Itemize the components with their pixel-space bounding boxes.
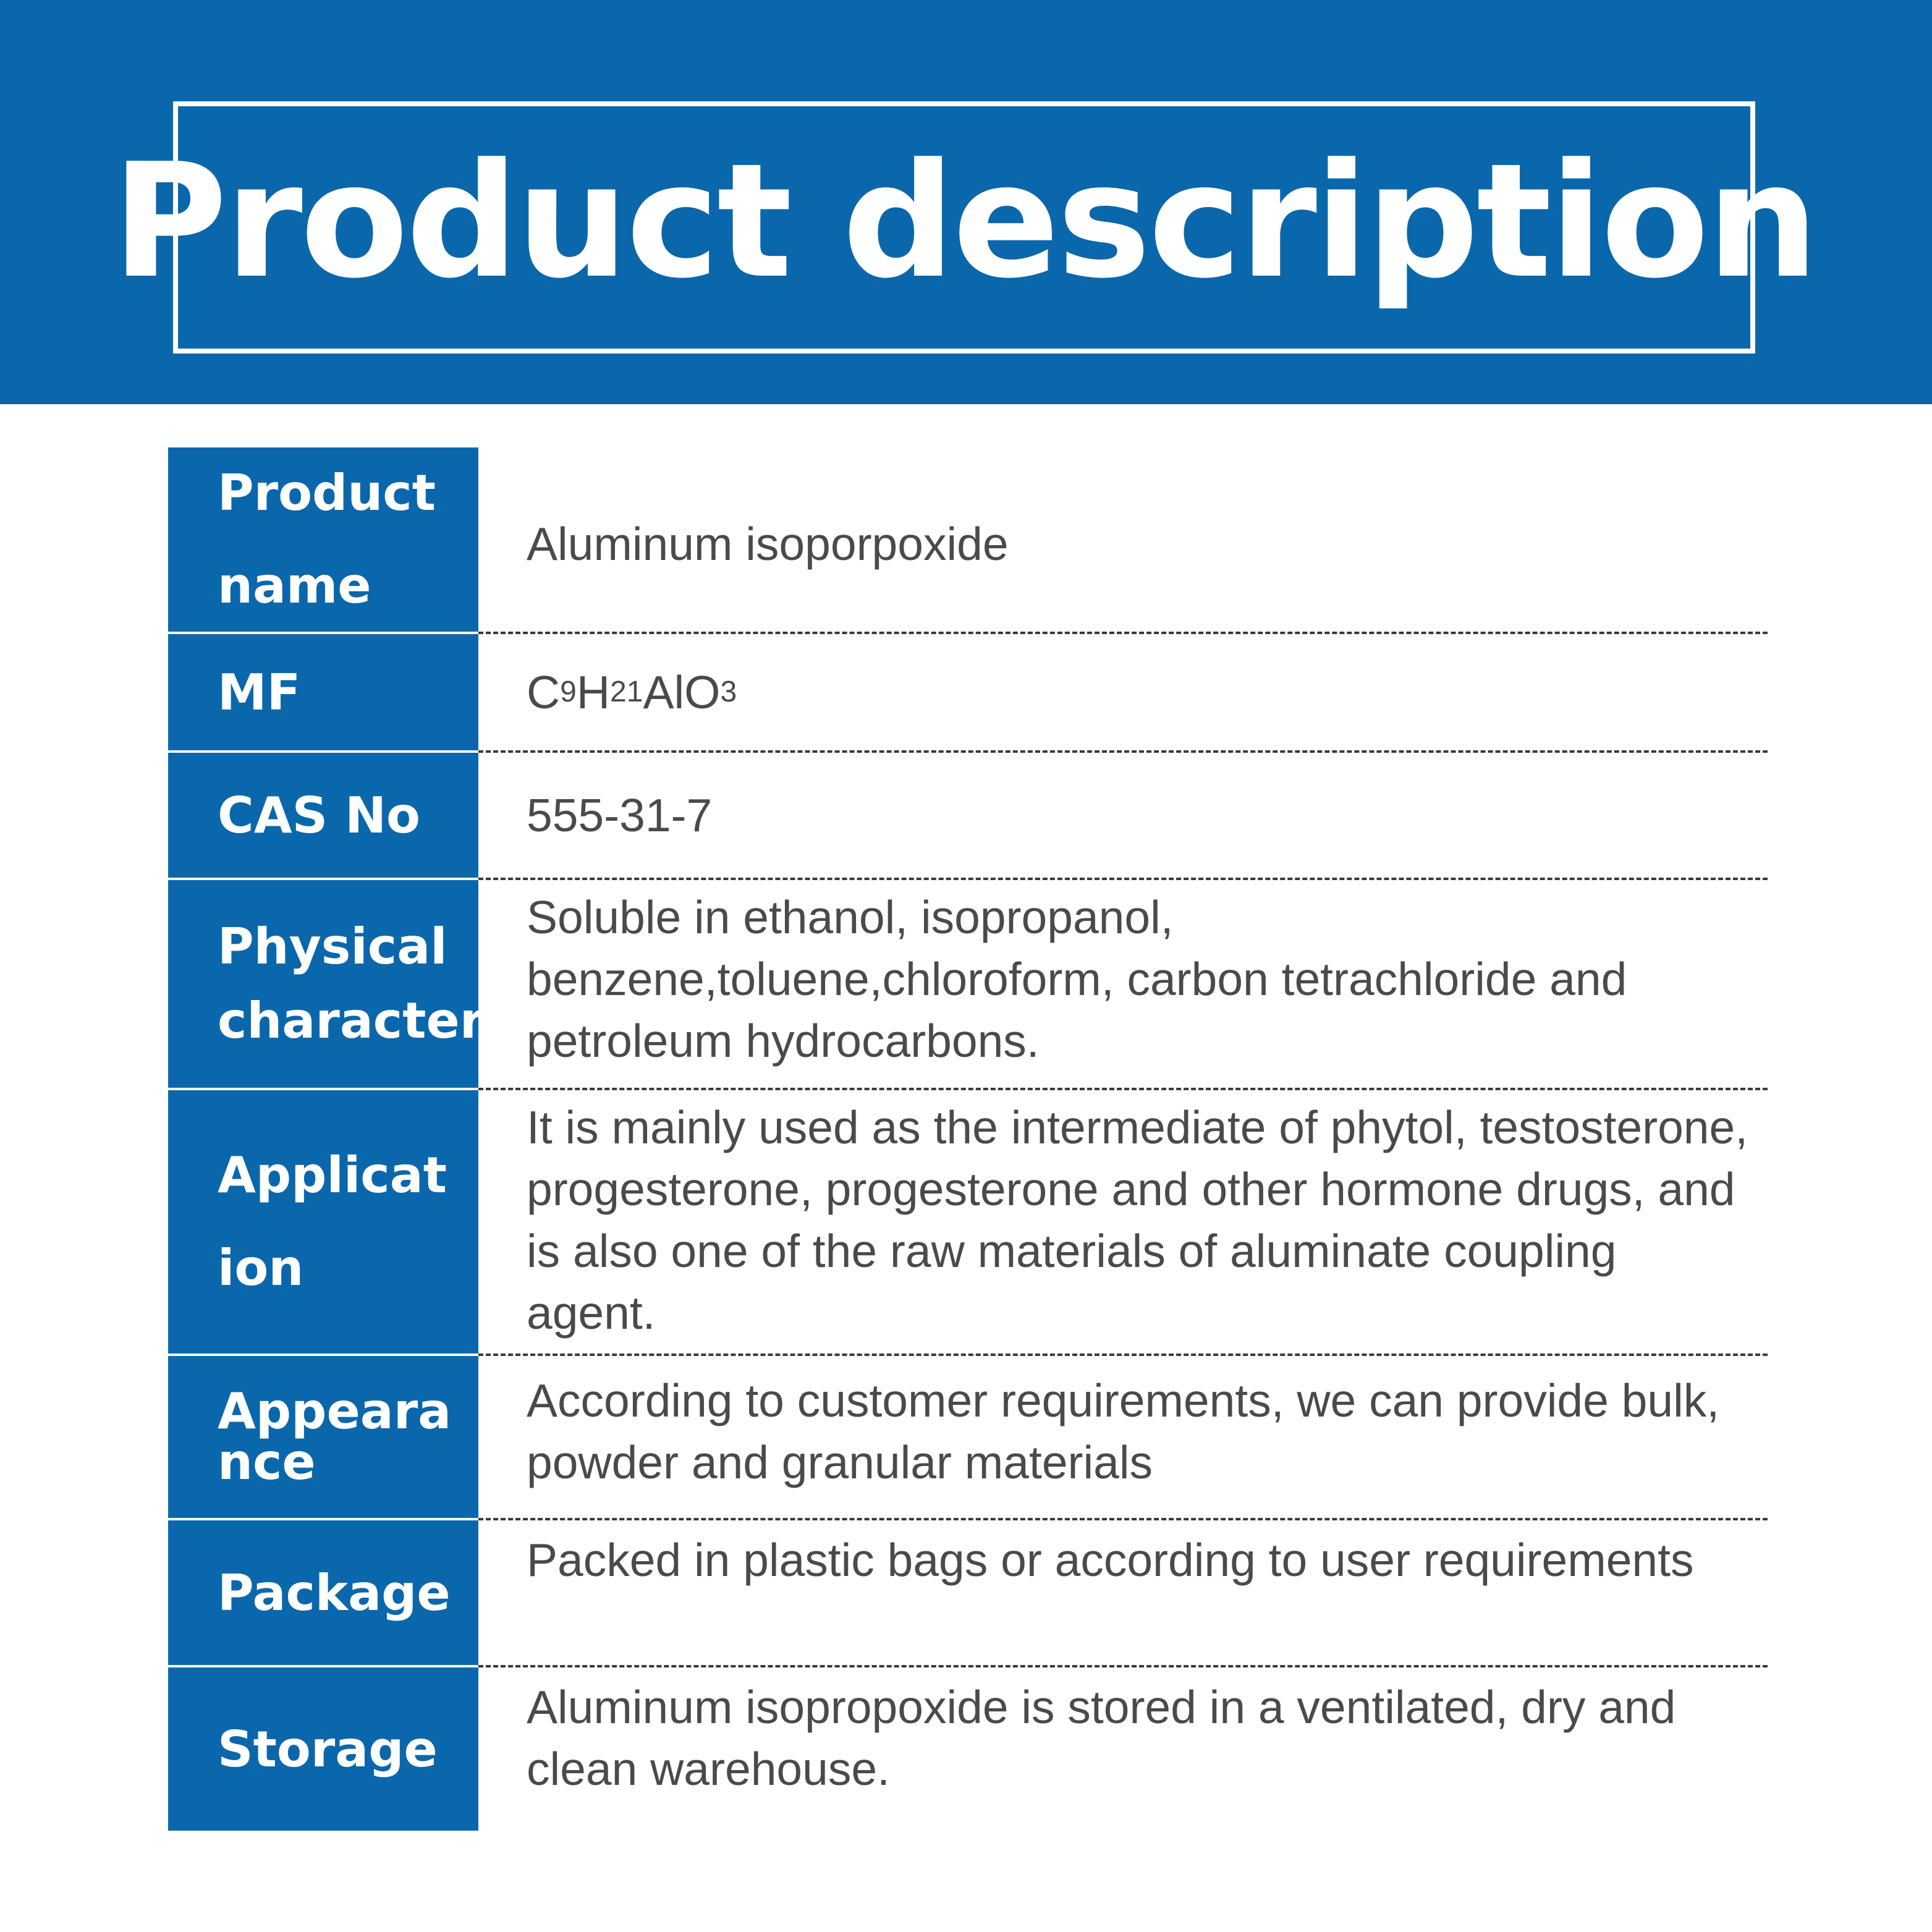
row-label: CAS No bbox=[168, 753, 478, 880]
row-label: Product name bbox=[168, 447, 478, 634]
spec-table bbox=[168, 447, 1768, 1831]
row-label: Appeara nce bbox=[168, 1356, 478, 1520]
formula-c: C bbox=[527, 666, 561, 718]
row-label: MF bbox=[168, 634, 478, 753]
table-row-storage bbox=[168, 1667, 1768, 1831]
row-value: It is mainly used as the intermediate of phytol, testosterone, progesterone, progesterone and other hormone drugs, and is also one of the raw materials of aluminate coupling agent. bbox=[478, 1090, 1768, 1356]
header-banner bbox=[0, 0, 1932, 404]
row-value: 555-31-7 bbox=[478, 753, 1768, 880]
title-frame bbox=[112, 101, 1816, 354]
table-row-product-name bbox=[168, 447, 1768, 634]
row-label: Physical character bbox=[168, 880, 478, 1090]
formula-alo: AlO bbox=[643, 666, 721, 718]
row-label: Package bbox=[168, 1520, 478, 1667]
table-row-application bbox=[168, 1090, 1768, 1356]
row-value: Aluminum isopropoxide is stored in a ventilated, dry and clean warehouse. bbox=[527, 1681, 1676, 1795]
table-row-physical bbox=[168, 880, 1768, 1090]
table-row-mf bbox=[168, 634, 1768, 753]
row-label: Storage bbox=[168, 1667, 478, 1831]
table-row-appearance bbox=[168, 1356, 1768, 1520]
table-row-cas bbox=[168, 753, 1768, 880]
row-value-formula: C 9 H 21 AlO 3 bbox=[478, 634, 1768, 753]
row-value: Aluminum isoporpoxide bbox=[478, 447, 1768, 634]
row-label: Applicat ion bbox=[168, 1090, 478, 1356]
page-title: Product description bbox=[112, 129, 1816, 313]
row-value: Soluble in ethanol, isopropanol, benzene,toluene,chloroform, carbon tetrachloride and petroleum hydrocarbons. bbox=[478, 880, 1768, 1090]
row-value: Packed in plastic bags or according to user requirements bbox=[478, 1520, 1768, 1667]
row-value: According to customer requirements, we can provide bulk, powder and granular materials bbox=[478, 1356, 1768, 1520]
table-row-package bbox=[168, 1520, 1768, 1667]
formula-h: H bbox=[576, 666, 611, 718]
